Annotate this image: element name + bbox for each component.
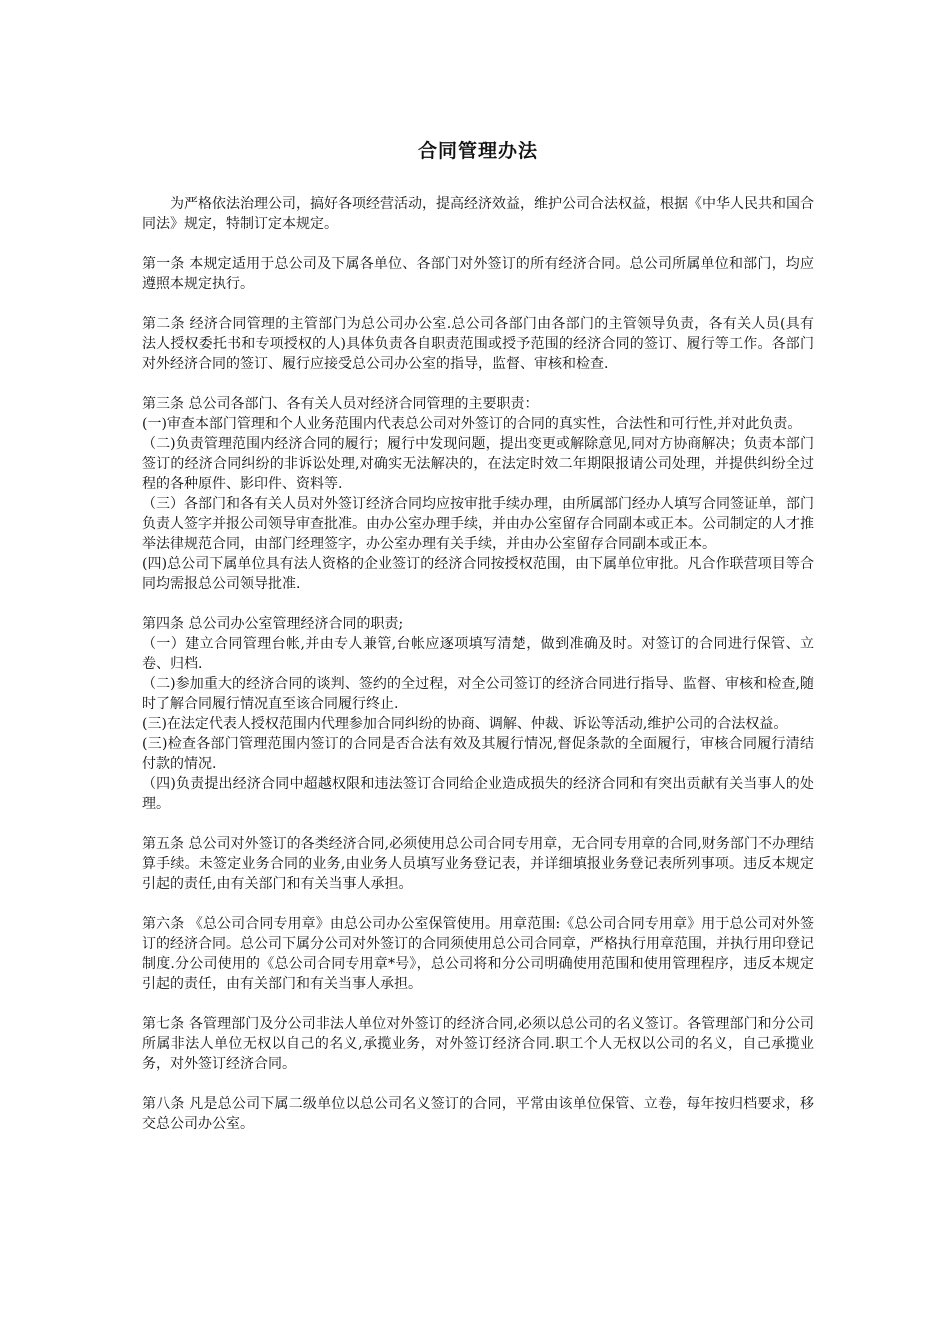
article-line: 第六条 《总公司合同专用章》由总公司办公室保管使用。用章范围:《总公司合同专用章》用于总公司对外签订的经济合同。总公司下属分公司对外签订的合同须使用总公司合同章，严格执行用章范围，并执行用印登记制度.分公司使用的《总公司合同专用章*号》，总公司将和分公司明确使用范围和使用管理程序，违反本规定引起的责任，由有关部门和有关当事人承担。	[142, 916, 814, 992]
article-line: 第七条 各管理部门及分公司非法人单位对外签订的经济合同,必须以总公司的名义签订。各管理部门和分公司所属非法人单位无权以自己的名义,承揽业务，对外签订经济合同.职工个人无权以公司的名义，自己承揽业务，对外签订经济合同。	[142, 1016, 814, 1072]
intro-paragraph: 为严格依法治理公司，搞好各项经营活动，提高经济效益，维护公司合法权益，根据《中华人民共和国合同法》规定，特制订定本规定。	[142, 196, 814, 232]
article-line: 第三条 总公司各部门、各有关人员对经济合同管理的主要职责：	[142, 396, 539, 412]
article-8	[142, 1094, 814, 1134]
article-line: (三)在法定代表人授权范围内代理参加合同纠纷的协商、调解、仲裁、诉讼等活动,维护公司的合法权益。	[142, 716, 788, 732]
article-1	[142, 254, 814, 294]
article-5	[142, 834, 814, 894]
article-line: 第四条 总公司办公室管理经济合同的职责;	[142, 616, 404, 632]
article-line: （三）各部门和各有关人员对外签订经济合同均应按审批手续办理，由所属部门经办人填写合同签证单，部门负责人签字并报公司领导审查批准。由办公室办理手续，并由办公室留存合同副本或正本。公司制定的人才推举法律规范合同，由部门经理签字，办公室办理有关手续，并由办公室留存合同副本或正本。	[142, 496, 814, 552]
article-line: （一）建立合同管理台帐,并由专人兼管,台帐应逐项填写清楚，做到准确及时。对签订的合同进行保管、立卷、归档.	[142, 636, 814, 672]
document-page	[142, 138, 814, 1154]
article-line: 第八条 凡是总公司下属二级单位以总公司名义签订的合同，平常由该单位保管、立卷，每年按归档要求，移交总公司办公室。	[142, 1096, 814, 1132]
document-title: 合同管理办法	[417, 140, 538, 162]
article-line: (四)总公司下属单位具有法人资格的企业签订的经济合同按授权范围，由下属单位审批。凡合作联营项目等合同均需报总公司领导批准.	[142, 556, 814, 592]
article-7	[142, 1014, 814, 1074]
article-line: 第五条 总公司对外签订的各类经济合同,必须使用总公司合同专用章，无合同专用章的合同,财务部门不办理结算手续。未签定业务合同的业务,由业务人员填写业务登记表，并详细填报业务登记表所列事项。违反本规定引起的责任,由有关部门和有关当事人承担。	[142, 836, 814, 892]
article-line: （二)参加重大的经济合同的谈判、签约的全过程，对全公司签订的经济合同进行指导、监督、审核和检查,随时了解合同履行情况直至该合同履行终止.	[142, 676, 814, 712]
article-3	[142, 394, 814, 594]
article-line: （四)负责提出经济合同中超越权限和违法签订合同给企业造成损失的经济合同和有突出贡献有关当事人的处理。	[142, 776, 814, 812]
article-2	[142, 314, 814, 374]
article-line: 第二条 经济合同管理的主管部门为总公司办公室.总公司各部门由各部门的主管领导负责，各有关人员(具有法人授权委托书和专项授权的人)具体负责各自职责范围或授予范围的经济合同的签订、履行等工作。各部门对外经济合同的签订、履行应接受总公司办公室的指导，监督、审核和检查.	[142, 316, 814, 372]
article-line: （二)负责管理范围内经济合同的履行；履行中发现问题，提出变更或解除意见,同对方协商解决；负责本部门签订的经济合同纠纷的非诉讼处理,对确实无法解决的，在法定时效二年期限报请公司处理，并提供纠纷全过程的各种原件、影印件、资料等.	[142, 436, 814, 492]
article-6	[142, 914, 814, 994]
article-line: 第一条 本规定适用于总公司及下属各单位、各部门对外签订的所有经济合同。总公司所属单位和部门，均应遵照本规定执行。	[142, 256, 814, 292]
article-line: (一)审查本部门管理和个人业务范围内代表总公司对外签订的合同的真实性，合法性和可行性,并对此负责。	[142, 416, 802, 432]
article-line: (三)检查各部门管理范围内签订的合同是否合法有效及其履行情况,督促条款的全面履行，审核合同履行清结付款的情况.	[142, 736, 814, 772]
article-4	[142, 614, 814, 814]
